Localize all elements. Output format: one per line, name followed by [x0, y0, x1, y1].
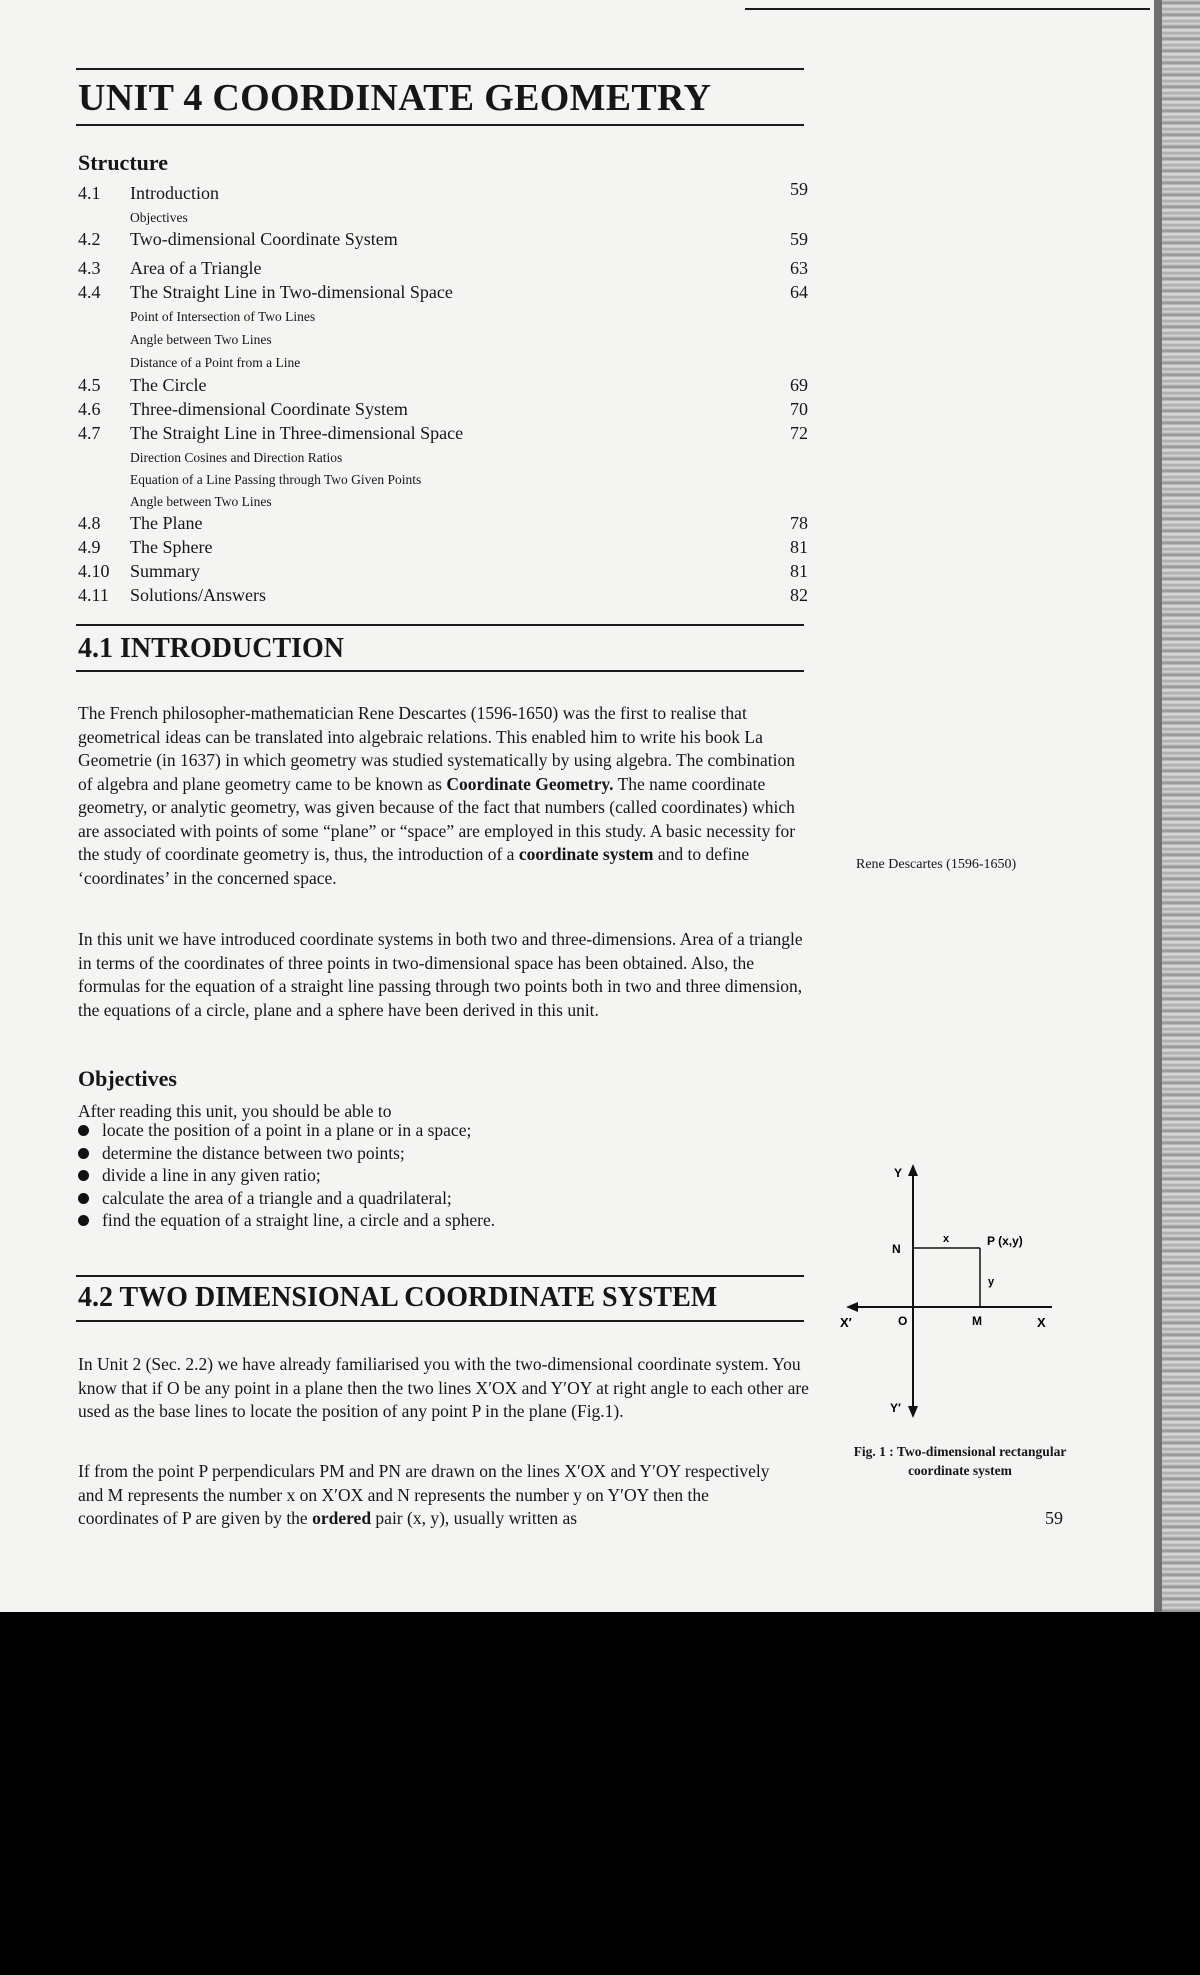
title-rule-top	[76, 68, 804, 70]
section-rule-top	[76, 624, 804, 626]
intro-paragraph-1	[78, 702, 813, 890]
objective-text: calculate the area of a triangle and a quadrilateral;	[102, 1187, 452, 1208]
toc-page: 69	[790, 375, 808, 395]
figure-caption-line-1: Fig. 1 : Two-dimensional rectangular	[853, 1444, 1067, 1459]
section-rule-top	[76, 1275, 804, 1277]
toc-number: 4.2	[78, 229, 101, 249]
list-item	[78, 1188, 495, 1211]
toc-title: The Circle	[130, 375, 207, 395]
intro-text: The name coordinate geometry, or analytic geometry, was given because of the fact that numbers (called coordinates) which are associated with points of some “plane” or “space” are employed in this study. A basic necessity for the study of coordinate geometry is, thus, the introduction of a	[78, 773, 796, 864]
toc-row[interactable]	[78, 258, 808, 282]
coord-text: If from the point P perpendiculars PM and PN are drawn on the lines X′OX and Y′OY respectively and M represents the number x on X′OX and N represents the number y on Y′OY then the coordinates of P are given by the	[78, 1461, 770, 1528]
label-x-prime: X′	[840, 1315, 852, 1330]
toc-row[interactable]	[78, 399, 808, 423]
label-m: M	[972, 1314, 982, 1328]
label-x-distance: x	[943, 1233, 950, 1245]
coord-paragraph-1: In Unit 2 (Sec. 2.2) we have already familiarised you with the two-dimensional coordinate system. You know that if O be any point in a plane then the two lines X′OX and Y′OY at right angle to each other are used as the base lines to locate the position of any point P in the plane (Fig.1).	[78, 1354, 809, 1421]
toc-page: 72	[790, 423, 808, 443]
objective-text: locate the position of a point in a plane or in a space;	[102, 1120, 472, 1140]
toc-row[interactable]	[78, 513, 808, 537]
toc-title: Area of a Triangle	[130, 258, 262, 278]
toc-page: 59	[790, 179, 808, 199]
toc-number: 4.5	[78, 375, 101, 395]
bold-term: Coordinate Geometry.	[446, 773, 614, 794]
toc-title: The Straight Line in Three-dimensional Space	[130, 423, 464, 443]
top-rule-right	[745, 8, 1150, 10]
toc-title: The Straight Line in Two-dimensional Space	[130, 282, 453, 302]
portrait-caption: Rene Descartes (1596-1650)	[856, 857, 1017, 872]
objective-text: determine the distance between two points;	[102, 1142, 405, 1163]
toc-title: Two-dimensional Coordinate System	[130, 229, 398, 249]
list-item	[78, 1165, 495, 1188]
toc-subitem: Point of Intersection of Two Lines	[130, 309, 316, 324]
toc-row[interactable]	[78, 423, 808, 447]
bullet-icon	[78, 1170, 89, 1181]
toc-row[interactable]	[78, 585, 808, 609]
figure-coordinate-axes	[840, 1160, 1070, 1420]
toc-number: 4.3	[78, 258, 101, 278]
toc-number: 4.11	[78, 585, 109, 605]
toc-page: 81	[790, 537, 808, 557]
toc-number: 4.4	[78, 282, 101, 302]
bullet-icon	[78, 1215, 89, 1226]
toc-title: Introduction	[130, 183, 219, 203]
label-n: N	[892, 1242, 901, 1256]
label-p: P (x,y)	[987, 1234, 1023, 1248]
toc-page: 70	[790, 399, 808, 419]
list-item	[78, 1210, 495, 1233]
toc-subitem: Equation of a Line Passing through Two Given Points	[130, 472, 422, 487]
label-o: O	[898, 1314, 908, 1328]
figure-caption-line-2: coordinate system	[908, 1463, 1012, 1478]
toc-title: The Plane	[130, 513, 203, 533]
scan-edge	[1162, 0, 1200, 1612]
section-heading-coordinate-system: 4.2 TWO DIMENSIONAL COORDINATE SYSTEM	[78, 1282, 718, 1313]
title-rule-bottom	[76, 124, 804, 126]
toc-row[interactable]	[78, 537, 808, 561]
bullet-icon	[78, 1193, 89, 1204]
structure-heading: Structure	[78, 150, 169, 175]
label-y: Y	[894, 1166, 903, 1180]
section-rule-bottom	[76, 1320, 804, 1322]
toc-page: 81	[790, 561, 808, 581]
toc-row[interactable]	[78, 561, 808, 585]
toc-row[interactable]	[78, 179, 808, 207]
toc-subitem: Angle between Two Lines	[130, 332, 272, 347]
toc-row[interactable]	[78, 282, 808, 306]
figure-caption	[800, 1442, 1120, 1480]
list-item	[78, 1143, 495, 1166]
label-x: X	[1037, 1315, 1046, 1330]
toc-title: Three-dimensional Coordinate System	[130, 399, 408, 419]
section-heading-introduction: 4.1 INTRODUCTION	[78, 633, 345, 664]
toc-subitem: Distance of a Point from a Line	[130, 355, 301, 370]
toc-number: 4.7	[78, 423, 101, 443]
list-item	[78, 1120, 495, 1143]
objective-text: find the equation of a straight line, a circle and a sphere.	[102, 1210, 496, 1230]
toc-title: Solutions/Answers	[130, 585, 267, 605]
bullet-icon	[78, 1148, 89, 1159]
toc-subitem: Objectives	[130, 210, 188, 225]
toc-row[interactable]	[78, 229, 808, 253]
objectives-lead: After reading this unit, you should be able to	[78, 1101, 392, 1121]
unit-title: UNIT 4 COORDINATE GEOMETRY	[78, 77, 712, 119]
toc-row[interactable]	[78, 375, 808, 399]
label-y-prime: Y′	[890, 1401, 901, 1415]
objectives-heading: Objectives	[78, 1066, 177, 1091]
toc-page: 78	[790, 513, 808, 533]
toc-page: 64	[790, 282, 808, 302]
objectives-list	[78, 1120, 495, 1233]
toc-number: 4.1	[78, 183, 101, 203]
toc-title: The Sphere	[130, 537, 213, 557]
y-prime-arrow-icon	[908, 1406, 918, 1418]
toc-number: 4.10	[78, 561, 110, 581]
toc-subitem: Angle between Two Lines	[130, 494, 272, 509]
intro-paragraph-2: In this unit we have introduced coordinate systems in both two and three-dimensions. Area of a triangle in terms of the coordinates of three points in two-dimensional space has been obtained. Also, the formulas for the equation of a straight line passing through two points both in two and three dimension, the equations of a circle, plane and a sphere have been derived in this unit.	[78, 929, 803, 1020]
section-rule-bottom	[76, 670, 804, 672]
page-number: 59	[1045, 1508, 1063, 1528]
coord-paragraph-2	[78, 1460, 778, 1531]
intro-text: The French philosopher-mathematician Rene Descartes (1596-1650) was the first to realise that geometrical ideas can be translated into algebraic relations. This enabled him to write his book La Geometrie (in 1637) in which geometry was studied systematically by using algebra. The combination of algebra and plane geometry came to be known as	[78, 703, 796, 794]
toc-number: 4.6	[78, 399, 101, 419]
toc-subitem: Direction Cosines and Direction Ratios	[130, 450, 343, 465]
toc-page: 63	[790, 258, 808, 278]
toc-title: Summary	[130, 561, 200, 581]
toc-number: 4.9	[78, 537, 101, 557]
intro-text: and to define ‘coordinates’ in the concerned space.	[78, 844, 750, 888]
toc-number: 4.8	[78, 513, 101, 533]
bold-term: coordinate system	[518, 844, 654, 864]
x-prime-arrow-icon	[846, 1302, 858, 1312]
toc-page: 82	[790, 585, 808, 605]
toc-page: 59	[790, 229, 808, 249]
y-arrow-icon	[908, 1164, 918, 1176]
coord-text: pair (x, y), usually written as	[371, 1508, 578, 1528]
scan-shadow	[1154, 0, 1162, 1612]
bullet-icon	[78, 1125, 89, 1136]
objective-text: divide a line in any given ratio;	[102, 1165, 321, 1185]
bold-term: ordered	[312, 1508, 372, 1528]
label-y-distance: y	[988, 1276, 995, 1288]
